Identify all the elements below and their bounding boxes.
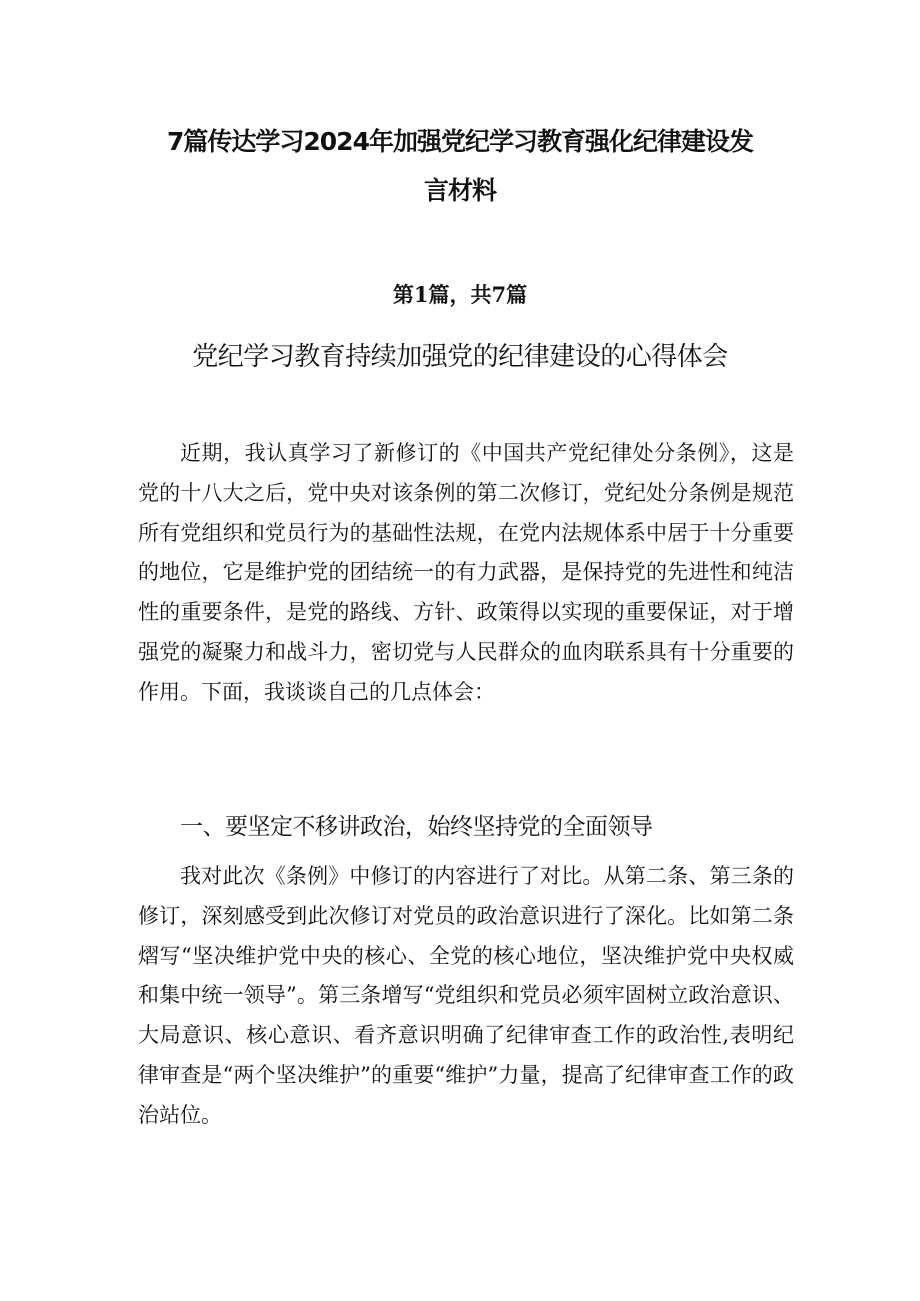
section-heading-1: 一、要坚定不移讲政治，始终坚持党的全面领导: [180, 814, 653, 840]
part-label: 第1篇，共7篇: [392, 282, 528, 307]
body-paragraph-1: 近期，我认真学习了新修订的《中国共产党纪律处分条例》，这是党的十八大之后，党中央对该条例的第二次修订，党纪处分条例是规范所有党组织和党员行为的基础性法规，在党内法规体系中居于十分重要的地位，它是维护党的团结统一的有力武器，是保持党的先进性和纯洁性的重要条件，是党的路线、方针、政策得以实现的重要保证，对于增强党的凝聚力和战斗力，密切党与人民群众的血肉联系具有十分重要的作用。下面，我谈谈自己的几点体会：: [138, 441, 794, 704]
document-title: 7篇传达学习2024年加强党纪学习教育强化纪律建设发言材料: [167, 127, 753, 205]
article-title: 党纪学习教育持续加强党的纪律建设的心得体会: [192, 342, 728, 372]
body-paragraph-2: 我对此次《条例》中修订的内容进行了对比。从第二条、第三条的修订，深刻感受到此次修订对党员的政治意识进行了深化。比如第二条熠写“坚决维护党中央的核心、全党的核心地位，坚决维护党中央权威和集中统一领导”。第三条增写“党组织和党员必须牢固树立政治意识、大局意识、核心意识、看齐意识明确了纪律审查工作的政治性,表明纪律审查是“两个坚决维护”的重要“维护”力量，提高了纪律审查工作的政治站位。: [138, 864, 794, 1127]
